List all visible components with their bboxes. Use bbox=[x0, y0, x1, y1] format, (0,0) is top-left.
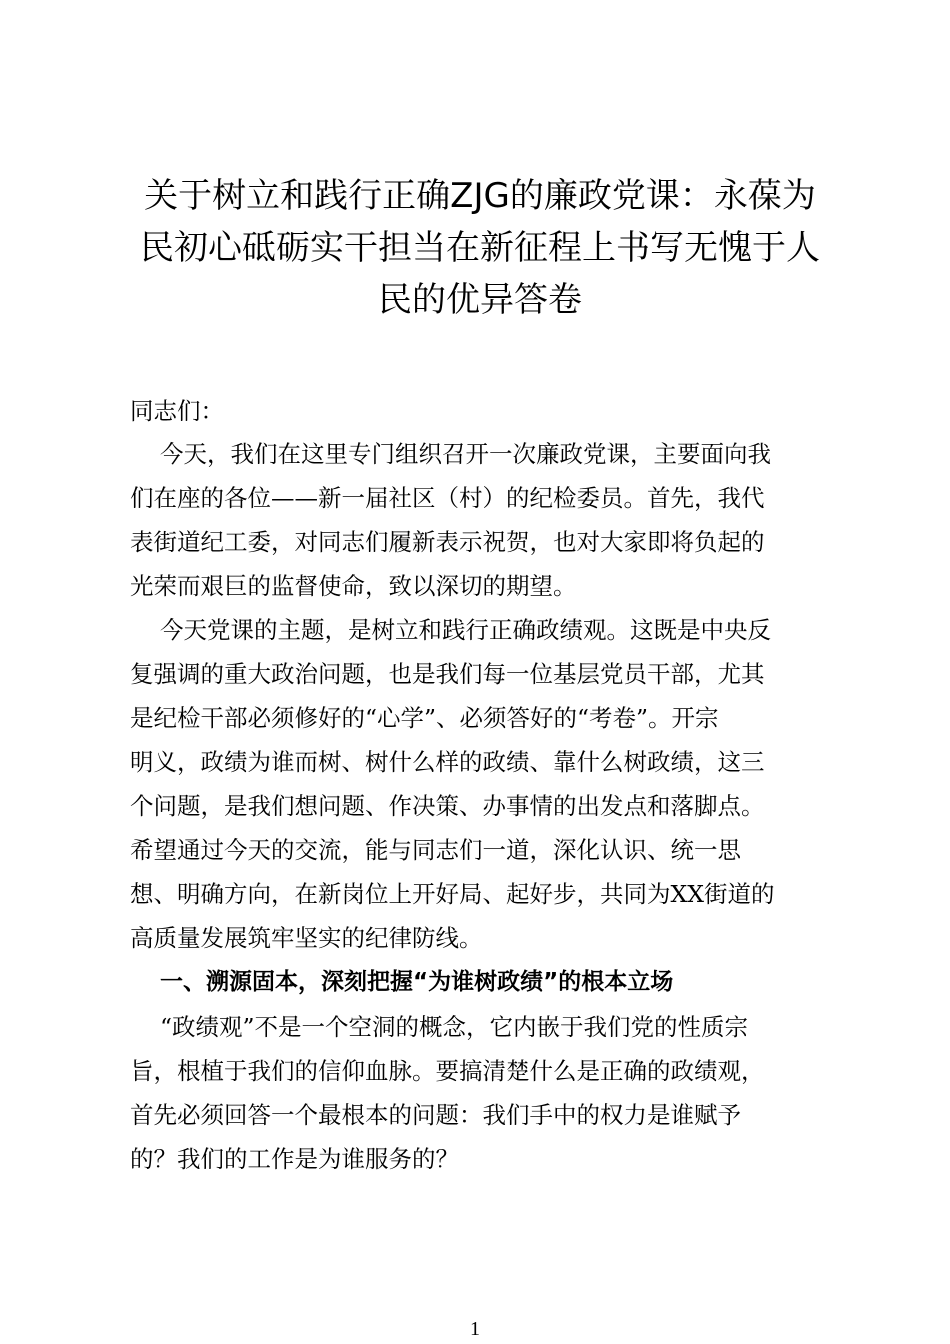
page-number: 1 bbox=[470, 1318, 480, 1340]
paragraph-3-line-2: 旨，根植于我们的信仰血脉。要搞清楚什么是正确的政绩观， bbox=[130, 1057, 765, 1085]
paragraph-2-line-7: 想、明确方向，在新岗位上开好局、起好步，共同为XX街道的 bbox=[130, 880, 775, 908]
paragraph-2-line-6: 希望通过今天的交流，能与同志们一道，深化认识、统一思 bbox=[130, 836, 741, 864]
paragraph-2-line-8: 高质量发展筑牢坚实的纪律防线。 bbox=[130, 924, 483, 952]
paragraph-3-line-1: “政绩观”不是一个空洞的概念，它内嵌于我们党的性质宗 bbox=[160, 1013, 749, 1041]
paragraph-1-line-2: 们在座的各位——新一届社区（村）的纪检委员。首先，我代 bbox=[130, 484, 765, 512]
paragraph-2-line-5: 个问题，是我们想问题、作决策、办事情的出发点和落脚点。 bbox=[130, 792, 765, 820]
title-line-1: 关于树立和践行正确ZJG的廉政党课：永葆为 bbox=[144, 176, 816, 216]
paragraph-1-line-4: 光荣而艰巨的监督使命，致以深切的期望。 bbox=[130, 572, 577, 600]
paragraph-3-line-4: 的？我们的工作是为谁服务的？ bbox=[130, 1145, 459, 1173]
paragraph-2-line-2: 复强调的重大政治问题，也是我们每一位基层党员干部，尤其 bbox=[130, 660, 765, 688]
salutation: 同志们： bbox=[130, 397, 224, 425]
paragraph-2-line-3: 是纪检干部必须修好的“心学”、必须答好的“考卷”。开宗 bbox=[130, 704, 719, 732]
paragraph-1-line-1: 今天，我们在这里专门组织召开一次廉政党课，主要面向我 bbox=[160, 440, 771, 468]
paragraph-2-line-4: 明义，政绩为谁而树、树什么样的政绩、靠什么树政绩，这三 bbox=[130, 748, 765, 776]
paragraph-2-line-1: 今天党课的主题，是树立和践行正确政绩观。这既是中央反 bbox=[160, 616, 771, 644]
section-heading-1: 一、溯源固本，深刻把握“为谁树政绩”的根本立场 bbox=[160, 969, 674, 995]
title-line-2: 民初心砥砺实干担当在新征程上书写无愧于人 bbox=[140, 228, 820, 268]
paragraph-1-line-3: 表街道纪工委，对同志们履新表示祝贺，也对大家即将负起的 bbox=[130, 528, 765, 556]
paragraph-3-line-3: 首先必须回答一个最根本的问题：我们手中的权力是谁赋予 bbox=[130, 1101, 741, 1129]
document-title bbox=[110, 170, 850, 326]
title-line-3: 民的优异答卷 bbox=[378, 280, 582, 320]
